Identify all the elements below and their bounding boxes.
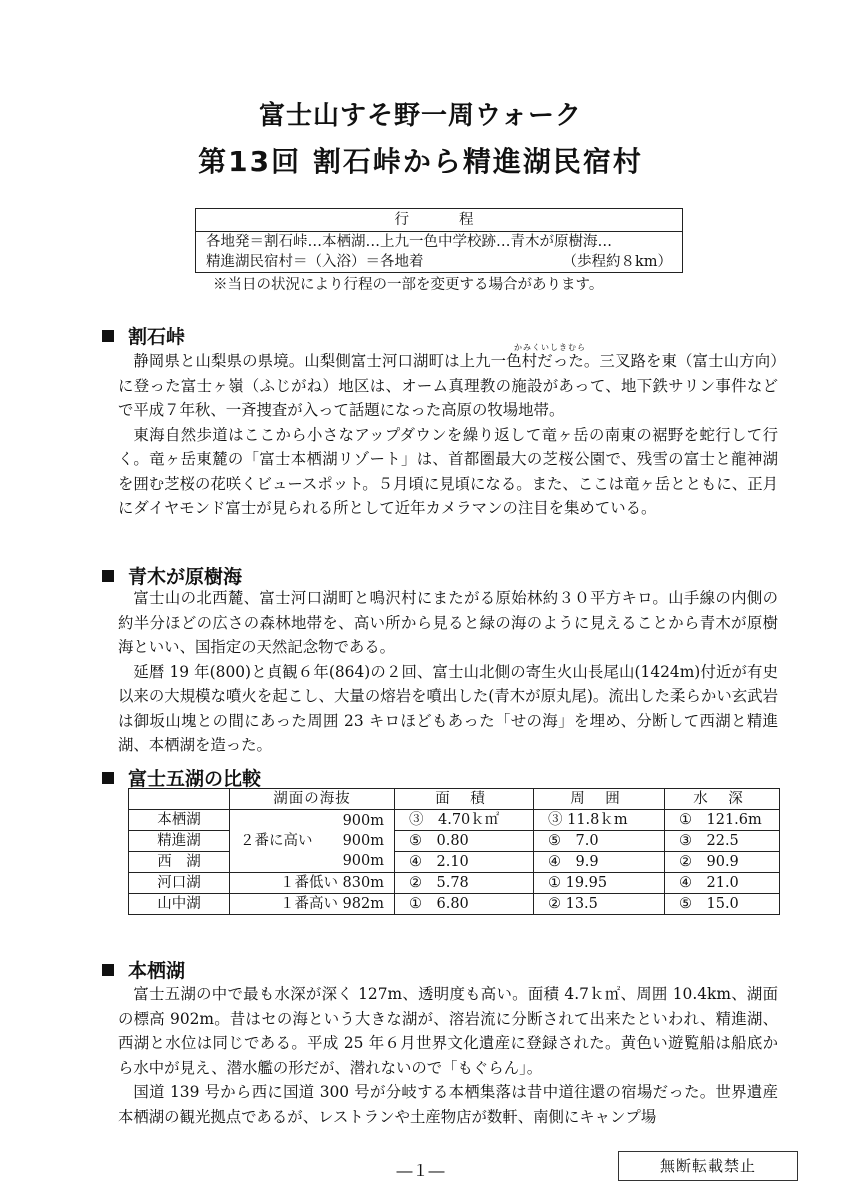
section-body-motosu <box>118 982 778 1129</box>
table-header: 面 積 <box>395 789 534 810</box>
lake-name: 山中湖 <box>129 894 230 915</box>
altitude-cell: １番低い 830m <box>230 873 395 894</box>
paragraph: 静岡県と山梨県の県境。山梨側富士河口湖町は上九一色村だった。三叉路を東（富士山方向）に登った富士ヶ嶺（ふじがね）地区は、オーム真理教の施設があって、地下鉄サリン事件などで平成７年秋、一斉捜査が入って話題になった高原の牧場地帯。 <box>118 352 778 419</box>
circumference-cell: ① 19.95 <box>534 873 665 894</box>
itinerary-note: ※当日の状況により行程の一部を変更する場合があります。 <box>213 277 604 293</box>
circumference-cell: ② 13.5 <box>534 894 665 915</box>
page-subtitle: 第13回 割石峠から精進湖民宿村 <box>198 145 643 178</box>
altitude-value: 900m <box>342 813 384 829</box>
itinerary-distance: （歩程約８km） <box>562 254 672 270</box>
section-heading-motosu: 本栖湖 <box>102 956 185 983</box>
area-cell: ① 6.80 <box>395 894 534 915</box>
lake-name: 精進湖 <box>129 831 230 852</box>
table-row <box>129 894 780 915</box>
itinerary-heading: 行程 <box>196 209 682 232</box>
bullet-square-icon <box>102 570 114 582</box>
depth-cell: ① 121.6m <box>665 810 780 831</box>
itinerary-line-2: 精進湖民宿村＝（入浴）＝各地着 <box>206 254 424 270</box>
page-title: 富士山すそ野一周ウォーク <box>259 101 582 131</box>
itinerary-box <box>195 208 683 273</box>
depth-cell: ③ 22.5 <box>665 831 780 852</box>
circumference-cell: ④ 9.9 <box>534 852 665 873</box>
depth-cell: ④ 21.0 <box>665 873 780 894</box>
altitude-cell: １番高い 982m <box>230 894 395 915</box>
itinerary-line-2-row <box>196 252 682 272</box>
paragraph: 富士五湖の中で最も水深が深く 127m、透明度も高い。面積 4.7ｋ㎡、周囲 10.4km、湖面の標高 902m。昔はセの海という大きな湖が、溶岩流に分断されて出来たといわれ、精進湖、西湖と水位は同じである。平成 25 年６月世界文化遺産に登録された。黄色い遊覧船は船底から水中が見え、潜水艦の形だが、潜れないので「もぐらん」。 <box>118 985 778 1077</box>
altitude-rank-label: ２番に高い <box>240 833 313 849</box>
area-cell: ② 5.78 <box>395 873 534 894</box>
paragraph: 富士山の北西麓、富士河口湖町と鳴沢村にまたがる原始林約３０平方キロ。山手線の内側の約半分ほどの広さの森林地帯を、高い所から見ると緑の海のように見えることから青木が原樹海といい、国指定の天然記念物である。 <box>118 589 778 656</box>
furigana: かみくいしきむら <box>514 343 586 352</box>
depth-cell: ⑤ 15.0 <box>665 894 780 915</box>
section-body-aokigahara <box>118 586 778 758</box>
section-heading-wariishi: 割石峠 <box>102 322 185 349</box>
shared-altitude-cell <box>230 810 395 873</box>
table-header-row <box>129 789 780 810</box>
itinerary-line-1: 各地発＝割石峠…本栖湖…上九一色中学校跡…青木が原樹海… <box>206 234 612 250</box>
circumference-cell: ③ 11.8ｋm <box>534 810 665 831</box>
bullet-square-icon <box>102 330 114 342</box>
bullet-square-icon <box>102 964 114 976</box>
table-row <box>129 852 780 873</box>
table-row <box>129 810 780 831</box>
area-cell: ⑤ 0.80 <box>395 831 534 852</box>
altitude-value: 900m <box>342 833 384 849</box>
lake-comparison-table <box>128 788 780 915</box>
section-heading-fuji-five-lakes: 富士五湖の比較 <box>102 764 261 791</box>
bullet-square-icon <box>102 772 114 784</box>
lake-name: 本栖湖 <box>129 810 230 831</box>
copyright-stamp: 無断転載禁止 <box>618 1151 798 1181</box>
area-cell: ③ 4.70ｋ㎡ <box>395 810 534 831</box>
circumference-cell: ⑤ 7.0 <box>534 831 665 852</box>
section-heading-aokigahara: 青木が原樹海 <box>102 562 242 589</box>
paragraph: 延暦 19 年(800)と貞観６年(864)の２回、富士山北側の寄生火山長尾山(1424m)付近が有史以来の大規模な噴火を起こし、大量の熔岩を噴出した(青木が原丸尾)。流出した柔らかい玄武岩は御坂山塊との間にあった周囲 23 キロほどもあった「せの海」を埋め、分断して西湖と精進湖、本栖湖を造った。 <box>118 662 778 754</box>
table-header: 湖面の海抜 <box>230 789 395 810</box>
table-header: 水 深 <box>665 789 780 810</box>
table-header: 周 囲 <box>534 789 665 810</box>
table-header <box>129 789 230 810</box>
depth-cell: ② 90.9 <box>665 852 780 873</box>
area-cell: ④ 2.10 <box>395 852 534 873</box>
lake-name: 西 湖 <box>129 852 230 873</box>
table-row <box>129 873 780 894</box>
paragraph: 国道 139 号から西に国道 300 号が分岐する本栖集落は昔中道往還の宿場だった。世界遺産本栖湖の観光拠点であるが、レストランや土産物店が数軒、南側にキャンプ場 <box>118 1083 778 1126</box>
page-number: ―１― <box>396 1161 445 1180</box>
lake-name: 河口湖 <box>129 873 230 894</box>
table-row <box>129 831 780 852</box>
section-body-wariishi <box>118 349 778 521</box>
paragraph: 東海自然歩道はここから小さなアップダウンを繰り返して竜ヶ岳の南東の裾野を蛇行して行く。竜ヶ岳東麓の「富士本栖湖リゾート」は、首都圏最大の芝桜公園で、残雪の富士と龍神湖を囲む芝桜の花咲くビュースポット。５月頃に見頃になる。また、ここは竜ヶ岳とともに、正月にダイヤモンド富士が見られる所として近年カメラマンの注目を集めている。 <box>118 425 778 517</box>
altitude-value: 900m <box>342 853 384 869</box>
